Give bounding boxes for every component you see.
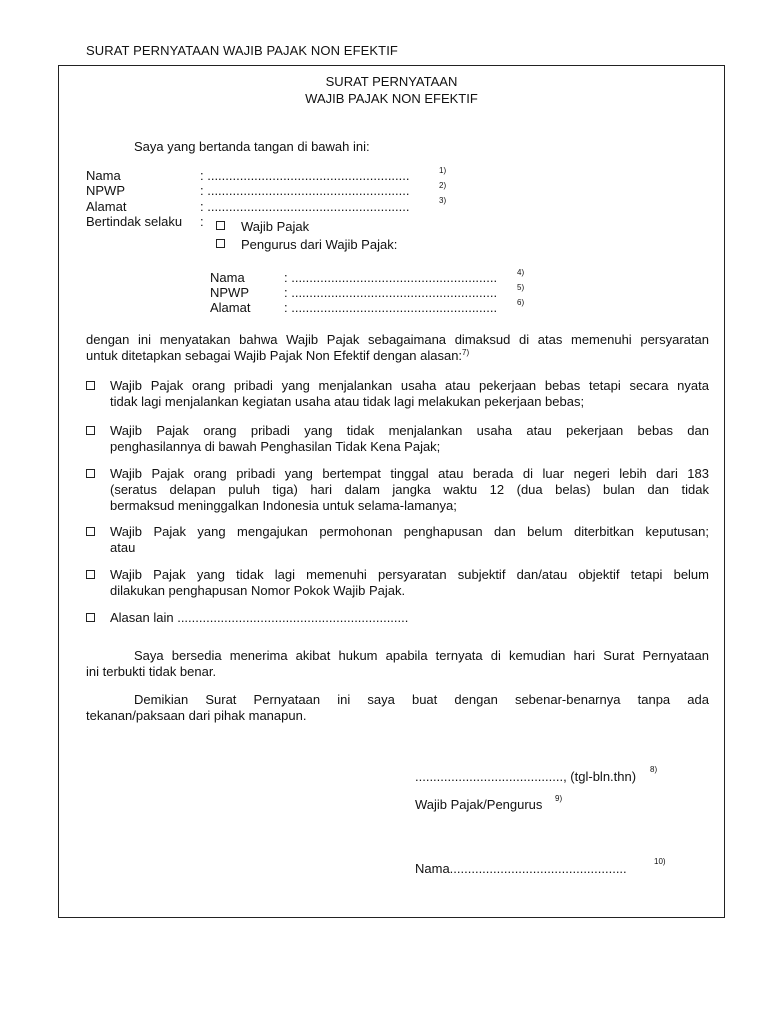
footnote-marker: 6) [517,298,525,307]
closing-paragraph-1 [86,648,709,680]
reason-item [110,466,709,514]
sub-field-label-nama: Nama [210,270,245,285]
footnote-marker: 2) [439,181,447,190]
reason-checkbox[interactable] [86,613,95,622]
footnote-marker: 7) [462,348,470,357]
closing-line: ini terbukti tidak benar. [86,664,217,679]
checkbox-pengurus[interactable] [216,239,225,248]
statement-text: untuk ditetapkan sebagai Wajib Pajak Non Efektif dengan alasan: [86,348,463,363]
field-label-npwp: NPWP [86,183,125,198]
field-alamat-blank[interactable]: : ........................................................ [200,199,410,214]
sub-field-nama-blank[interactable]: : ......................................................... [284,270,498,285]
closing-line: tekanan/paksaan dari pihak manapun. [86,708,307,723]
reason-line: bermaksud meninggalkan Indonesia untuk selama-lamanya; [110,498,457,513]
option-wajib-pajak: Wajib Pajak [241,219,310,234]
footnote-marker: 1) [439,166,447,175]
reason-line: penghasilannya di bawah Penghasilan Tidak Kena Pajak; [110,439,441,454]
sub-field-label-npwp: NPWP [210,285,249,300]
form-title-line1: SURAT PERNYATAAN [325,74,458,89]
sub-field-alamat-blank[interactable]: : ......................................................... [284,300,498,315]
field-label-nama: Nama [86,168,121,183]
footnote-marker: 8) [650,765,658,774]
footnote-marker: 4) [517,268,525,277]
reason-item [110,567,709,599]
reason-line: dilakukan penghapusan Nomor Pokok Wajib Pajak. [110,583,406,598]
reason-line: tidak lagi menjalankan kegiatan usaha atau tidak lagi melakukan pekerjaan bebas; [110,394,585,409]
footnote-marker: 5) [517,283,525,292]
checkbox-wajib-pajak[interactable] [216,221,225,230]
signature-role: Wajib Pajak/Pengurus [415,797,543,812]
field-npwp-blank[interactable]: : ........................................................ [200,183,410,198]
closing-line: Saya bersedia menerima akibat hukum apabila ternyata di kemudian hari Surat Pernyataan [134,648,709,663]
reason-checkbox[interactable] [86,426,95,435]
statement-line [86,348,709,364]
reason-item [110,378,709,410]
reason-line: Wajib Pajak orang pribadi yang bertempat tinggal atau berada di luar negeri lebih dari 183 [110,466,709,481]
reason-item [110,524,709,556]
footnote-marker: 9) [555,794,563,803]
statement-line: dengan ini menyatakan bahwa Wajib Pajak sebagaimana dimaksud di atas memenuhi persyaratan [86,332,709,347]
option-pengurus: Pengurus dari Wajib Pajak: [241,237,398,252]
intro-text: Saya yang bertanda tangan di bawah ini: [134,139,370,154]
reason-line: Wajib Pajak yang tidak lagi memenuhi persyaratan subjektif dan/atau objektif tetapi belum [110,567,709,582]
field-nama-blank[interactable]: : ........................................................ [200,168,410,183]
signature-date[interactable]: ........................................., (tgl-bln.thn) [415,769,637,784]
acting-as-colon: : [200,214,204,229]
sub-field-label-alamat: Alamat [210,300,251,315]
reason-checkbox[interactable] [86,469,95,478]
closing-paragraph-2 [86,692,709,724]
document-header: SURAT PERNYATAAN WAJIB PAJAK NON EFEKTIF [86,43,398,58]
sub-field-npwp-blank[interactable]: : ......................................................... [284,285,498,300]
reason-line: Wajib Pajak yang mengajukan permohonan penghapusan dan belum diterbitkan keputusan; [110,524,709,539]
form-title-line2: WAJIB PAJAK NON EFEKTIF [305,91,478,106]
reason-line: Wajib Pajak orang pribadi yang tidak menjalankan usaha atau pekerjaan bebas dan [110,423,709,438]
footnote-marker: 10) [654,857,666,866]
reason-item [110,423,709,455]
statement-paragraph [86,332,709,364]
footnote-marker: 3) [439,196,447,205]
signature-name[interactable]: Nama................................................. [415,861,627,876]
reason-checkbox[interactable] [86,381,95,390]
acting-as-label: Bertindak selaku [86,214,183,229]
reason-checkbox[interactable] [86,527,95,536]
field-label-alamat: Alamat [86,199,127,214]
reason-line: (seratus delapan puluh tiga) hari dalam jangka waktu 12 (dua belas) bulan dan tidak [110,482,709,497]
reason-line: atau [110,540,136,555]
reason-checkbox[interactable] [86,570,95,579]
closing-line: Demikian Surat Pernyataan ini saya buat dengan sebenar-benarnya tanpa ada [134,692,709,707]
reason-other[interactable]: Alasan lain ................................................................ [110,610,409,625]
reason-line: Wajib Pajak orang pribadi yang menjalankan usaha atau pekerjaan bebas tetapi secara nyata [110,378,709,393]
